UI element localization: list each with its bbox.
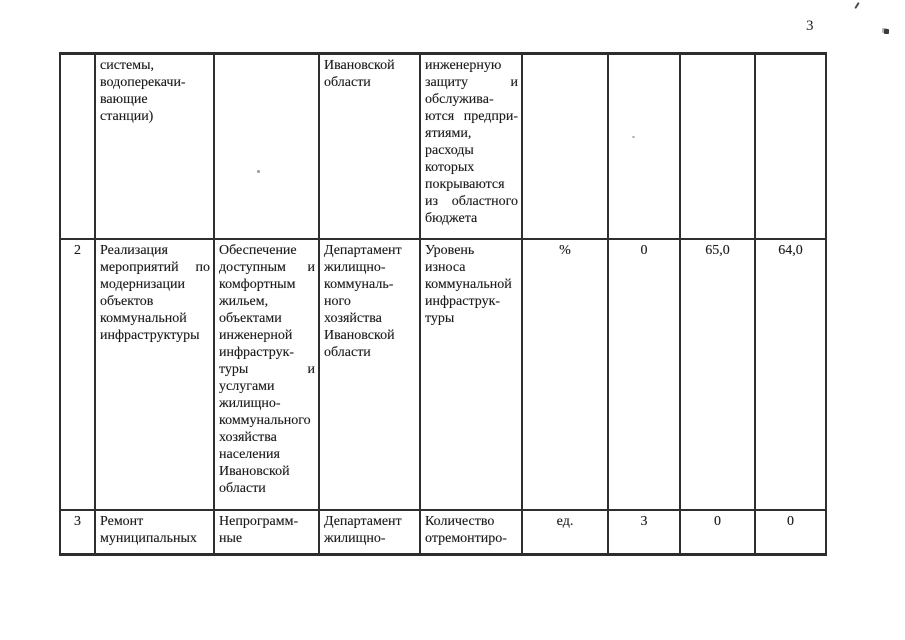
cell-program-name: системы, водоперекачи- вающие станции) [95, 54, 214, 239]
cell-row-num: 3 [60, 510, 95, 555]
cell-value-3: 0 [755, 510, 826, 555]
cell-value-3 [755, 54, 826, 239]
cell-unit: ед. [522, 510, 608, 555]
table-row-continuation [60, 54, 826, 239]
scan-artifact-speck [884, 29, 889, 34]
cell-value-2 [680, 54, 755, 239]
cell-value-1: 0 [608, 239, 680, 510]
cell-department: Департамент жилищно- коммуналь- ного хозяйства Ивановской области [319, 239, 420, 510]
page-number: 3 [806, 18, 814, 34]
cell-value-1: 3 [608, 510, 680, 555]
cell-department: Ивановской области [319, 54, 420, 239]
cell-row-num [60, 54, 95, 239]
cell-goal [214, 54, 319, 239]
cell-goal: Обеспечение доступным и комфортным жильем, объектами инженерной инфраструк- туры и услугами жилищно- коммунального хозяйства населения Ивановской области [214, 239, 319, 510]
cell-value-3: 64,0 [755, 239, 826, 510]
program-indicators-table [59, 52, 827, 556]
cell-value-2: 65,0 [680, 239, 755, 510]
scan-artifact-tick [854, 2, 859, 9]
cell-indicator: Уровень износа коммунальной инфраструк- туры [420, 239, 522, 510]
cell-program-name: Ремонт муниципальных [95, 510, 214, 555]
cell-department: Департамент жилищно- [319, 510, 420, 555]
cell-program-name: Реализация мероприятий по модернизации объектов коммунальной инфраструктуры [95, 239, 214, 510]
table-row-3 [60, 510, 826, 555]
cell-value-2: 0 [680, 510, 755, 555]
cell-value-1 [608, 54, 680, 239]
cell-unit: % [522, 239, 608, 510]
cell-unit [522, 54, 608, 239]
cell-indicator: Количество отремонтиро- [420, 510, 522, 555]
cell-goal: Непрограмм- ные [214, 510, 319, 555]
cell-row-num: 2 [60, 239, 95, 510]
table-row-2 [60, 239, 826, 510]
cell-indicator: инженерную защиту и обслужива- ются предпри- ятиями, расходы которых покрываются из областного бюджета [420, 54, 522, 239]
